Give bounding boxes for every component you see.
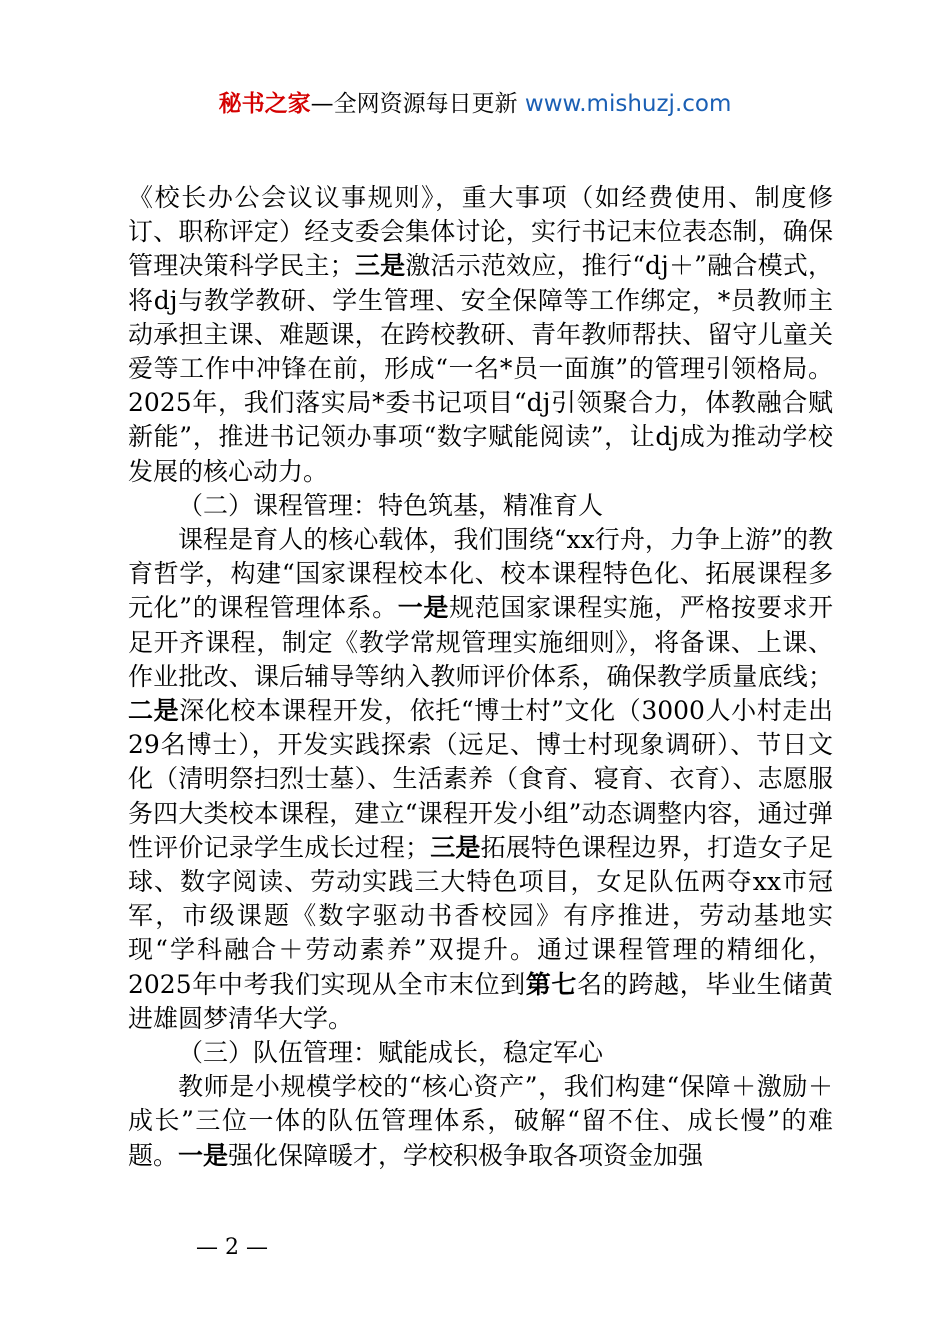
text-run: 教师是小规模学校的“核心资产”，我们构建“保障＋激励＋成长”三位一体的队伍管理体系，破解“留不住、成长慢”的难题。: [128, 1072, 833, 1170]
text-run: 《校长办公会议议事规则》，重大事项（如经费使用、制度修订、职称评定）经支委会集体讨论，实行书记末位表态制，确保管理决策科学民主；: [128, 183, 833, 281]
bold-marker: 二是: [128, 696, 180, 726]
bold-marker: 三是: [430, 832, 481, 862]
paragraph-curriculum: [128, 523, 833, 1036]
text-run: 规范国家课程实施，严格按要求开足开齐课程，制定《教学常规管理实施细则》，将备课、上课、作业批改、课后辅导等纳入教师评价体系，确保教学质量底线；: [128, 593, 833, 691]
text-run: 强化保障暖才，学校积极争取各项资金加强: [228, 1140, 704, 1170]
section-heading-curriculum: （二）课程管理：特色筑基，精准育人: [178, 490, 604, 520]
bold-marker: 一是: [397, 593, 450, 623]
text-run: 名的跨越，毕业生储黄进雄圆梦清华大学。: [128, 969, 833, 1033]
banner-url-link[interactable]: www.mishuzj.com: [524, 91, 732, 117]
bold-marker: 一是: [178, 1140, 229, 1170]
paragraph-staff: [128, 1070, 833, 1173]
text-run: 激活示范效应，推行“dj＋”融合模式，将dj与教学教研、学生管理、安全保障等工作绑定，*员教师主动承担主课、难题课，在跨校教研、青年教师帮扶、留守儿童关爱等工作中冲锋在前，形成“一名*员一面旗”的管理引领格局。2025年，我们落实局*委书记项目“dj引领聚合力，体教融合赋新能”，推进书记领办事项“数字赋能阅读”，让dj成为推动学校发展的核心动力。: [128, 251, 833, 486]
banner-slogan: —全网资源每日更新: [310, 91, 525, 117]
page-number: — 2 —: [196, 1235, 268, 1260]
paragraph-party-building: [128, 181, 833, 489]
text-run: 课程是育人的核心载体，我们围绕“xx行舟，力争上游”的教育哲学，构建“国家课程校本化、校本课程特色化、拓展课程多元化”的课程管理体系。: [128, 525, 833, 623]
text-run: 深化校本课程开发，依托“博士村”文化（3000人小村走出29名博士），开发实践探索（远足、博士村现象调研）、节日文化（清明祭扫烈士墓）、生活素养（食育、寝育、衣育）、志愿服务四大类校本课程，建立“课程开发小组”动态调整内容，通过弹性评价记录学生成长过程；: [128, 696, 833, 862]
text-run: 拓展特色课程边界，打造女子足球、数字阅读、劳动实践三大特色项目，女足队伍两夺xx市冠军，市级课题《数字驱动书香校园》有序推进，劳动基地实现“学科融合＋劳动素养”双提升。通过课程管理的精细化，2025年中考我们实现从全市末位到: [128, 832, 833, 999]
bold-marker: 第七: [525, 969, 578, 999]
bold-marker: 三是: [354, 251, 406, 281]
section-heading-staff: （三）队伍管理：赋能成长，稳定军心: [178, 1038, 604, 1068]
banner-brand: 秘书之家: [218, 91, 311, 117]
document-body: [128, 181, 833, 1173]
site-banner: [0, 88, 950, 120]
